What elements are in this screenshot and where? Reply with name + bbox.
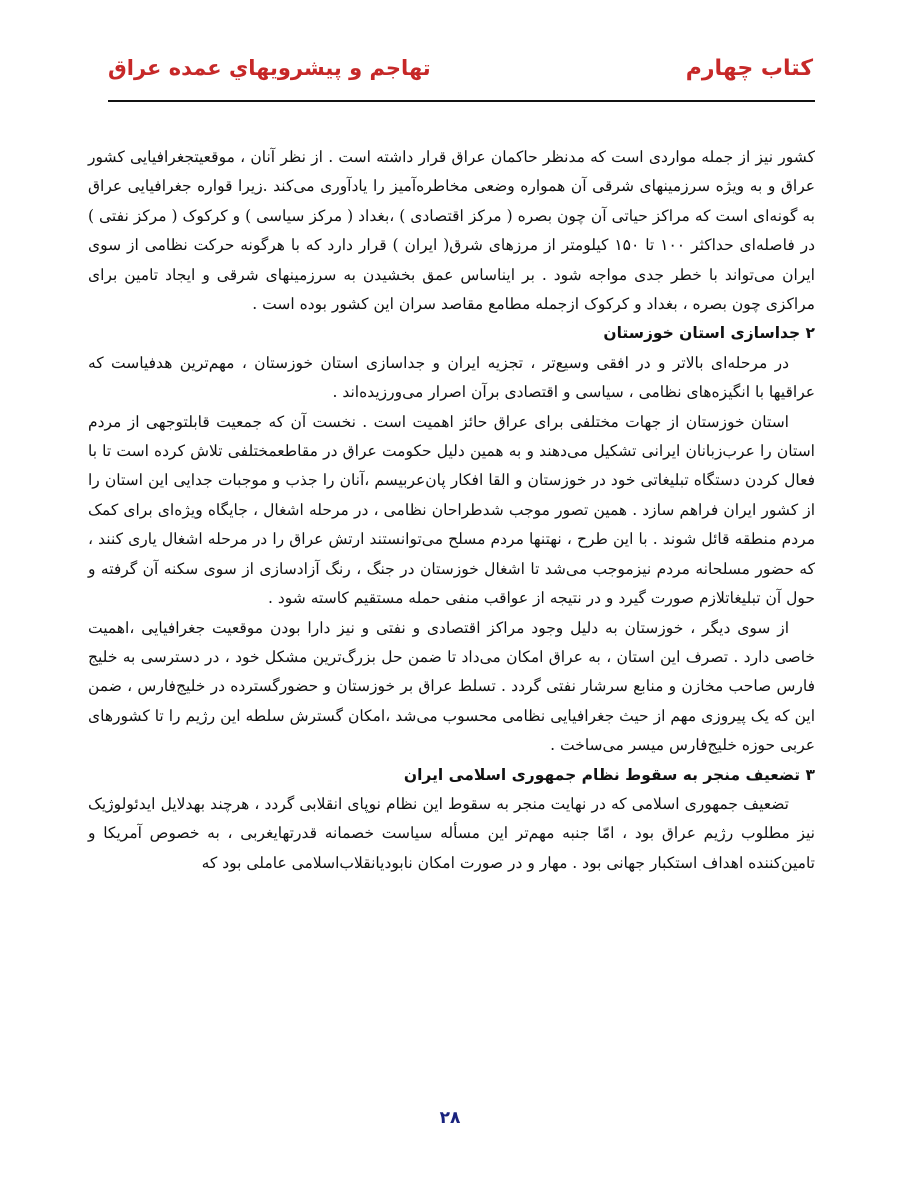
page-header: [108, 50, 815, 98]
paragraph: در مرحله‌ای بالاتر و در افقی وسیع‌تر ، تجزیه ایران و جداسازی استان خوزستان ، مهم‌ترین هدفیاست که عراقیها با انگیزه‌های نظامی ، سیاسی و اقتصادی برآن اصرار می‌ورزیده‌اند .: [88, 353, 815, 402]
paragraph: تضعیف جمهوری اسلامی که در نهایت منجر به سقوط این نظام نوپای انقلابی گردد ، هرچند بهدلایل ایدئولوژیک نیز مطلوب رژیم عراق بود ، امّا جنبه مهم‌تر این مسأله سیاست خصمانه قدرتهایغربی ، به خصوص آمریکا و تامین‌کننده اهداف استکبار جهانی بود . مهار و در صورت امکان نابودیانقلاب‌اسلامی عاملی بود که: [88, 794, 815, 872]
header-divider: [108, 100, 815, 102]
chapter-title: تهاجم و پیشرویهاي عمده عراق: [108, 56, 431, 80]
book-title: کتاب چهارم: [685, 56, 813, 81]
page-number: ۲۸: [439, 1108, 461, 1128]
section-heading: ۳ تضعیف منجر به سقوط نظام جمهوری اسلامی ایران: [403, 765, 815, 784]
section-heading: ۲ جداسازی استان خوزستان: [603, 324, 815, 343]
page-body: [88, 143, 815, 878]
paragraph: استان خوزستان از جهات مختلفی برای عراق حائز اهمیت است . نخست آن که جمعیت قابلتوجهی از مردم استان را عرب‌زبانان ایرانی تشکیل می‌دهند و به همین دلیل حکومت عراق در مقاطعمختلفی تلاش کرده است تا با فعال کردن دستگاه تبلیغاتی خود در خوزستان و القا افکار پان‌عربیسم ،آنان را جذب و موجبات جدایی این استان را از کشور ایران فراهم سازد . همین تصور موجب شدطراحان نظامی ، در مرحله اشغال ، جایگاه ویژه‌ای برای کمک مردم منطقه قائل شوند . با این طرح ، نهتنها مردم مسلح می‌توانستند ارتش عراق را در مرحله اشغال یاری کنند ، که حضور مسلحانه مردم نیزموجب می‌شد تا اشغال خوزستان در جنگ ، رنگ آزادسازی از سوی سکنه آن گرفته و حول آن تبلیغاتلازم صورت گیرد و در نتیجه از عواقب منفی حمله مستقیم کاسته شود .: [88, 412, 815, 608]
paragraph: از سوی دیگر ، خوزستان به دلیل وجود مراکز اقتصادی و نفتی و نیز دارا بودن موقعیت جغرافیایی ،اهمیت خاصی دارد . تصرف این استان ، به عراق امکان می‌داد تا ضمن حل بزرگ‌ترین مشکل خود ، در دسترسی به خلیج فارس صاحب مخازن و منابع سرشار نفتی گردد . تسلط عراق بر خوزستان و حضورگسترده در خلیج‌فارس ، ضمن این که یک پیروزی مهم از حیث جغرافیایی نظامی محسوب می‌شد ،امکان گسترش سلطه این رژیم را تا کشورهای عربی حوزه خلیج‌فارس میسر می‌ساخت .: [88, 618, 815, 755]
paragraph: کشور نیز از جمله مواردی است که مدنظر حاکمان عراق قرار داشته است . از نظر آنان ، موقعیتجغرافیایی کشور عراق و به ویژه سرزمینهای شرقی آن همواره وضعی مخاطره‌آمیز را یادآوری می‌کند .زیرا قواره جغرافیایی عراق به گونه‌ای است که مراکز حیاتی آن چون بصره ( مرکز اقتصادی ) ،بغداد ( مرکز سیاسی ) و کرکوک ( مرکز نفتی ) در فاصله‌ای حداکثر ۱۰۰ تا ۱۵۰ کیلومتر از مرزهای شرق( ایران ) قرار دارد که با هرگونه حرکت نظامی از سوی ایران می‌تواند با خطر جدی مواجه شود . بر ایناساس عمق بخشیدن به سرزمینهای شرقی و ایجاد تامین برای مراکزی چون بصره ، بغداد و کرکوک ازجمله مطامع مقاصد سران این کشور بوده است .: [88, 148, 816, 314]
